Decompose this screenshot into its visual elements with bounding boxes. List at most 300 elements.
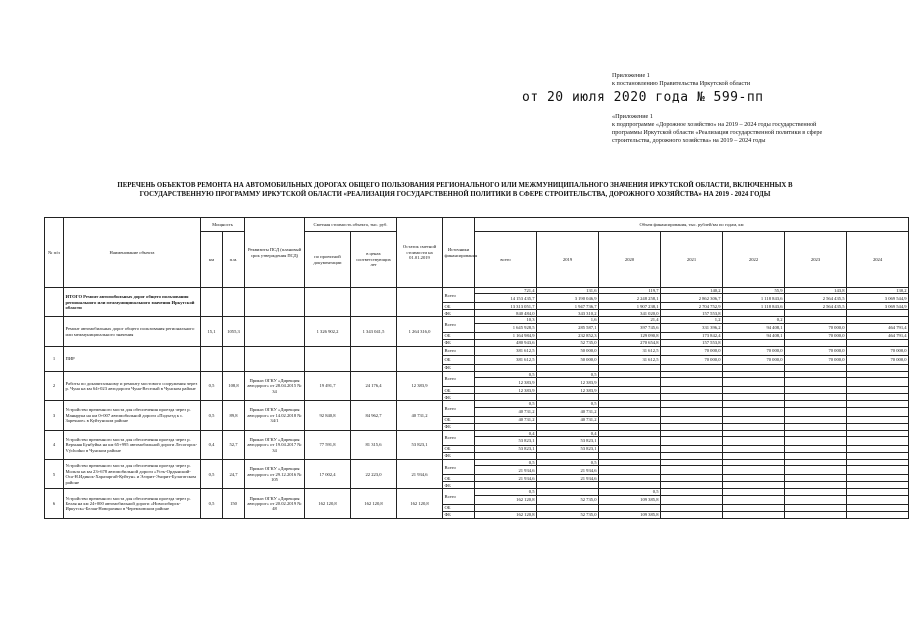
value-cell <box>599 416 661 423</box>
value-cell <box>475 482 537 489</box>
value-cell: 94 408,1 <box>723 332 785 339</box>
value-cell: 12 383,9 <box>537 387 599 394</box>
row-psd-cell: Приказ ОГКУ «Дирекция автодорог» от 20.02.2019 № 48 <box>245 489 305 518</box>
row-name-cell: Устройство временного моста для обеспечения проезда через р. Маннрука на км 0+007 автомобильной дороги «Подъезд к с. Заречное» в Куйтунском районе <box>64 401 201 430</box>
row-residual-cell: 162 120,8 <box>397 489 443 518</box>
source-label-cell: ФБ <box>443 482 475 489</box>
value-cell <box>537 504 599 511</box>
row-num-cell: 1 <box>45 346 64 371</box>
col-residual-header: Остаток сметной стоимости на 01.01.2019 <box>397 218 443 288</box>
value-cell: 3 069 544,9 <box>847 303 909 310</box>
value-cell <box>661 364 723 371</box>
value-cell <box>785 437 847 446</box>
value-cell <box>785 407 847 416</box>
value-cell <box>847 364 909 371</box>
value-cell: 70 000,0 <box>661 355 723 364</box>
col-capacity-header: Мощность <box>201 218 245 232</box>
col-2022-header: 2022 <box>723 232 785 288</box>
source-label-cell: ОБ <box>443 475 475 482</box>
value-cell: 464 791,4 <box>847 332 909 339</box>
row-name-cell: ПИР <box>64 346 201 371</box>
value-cell: 0,5 <box>475 401 537 407</box>
value-cell <box>599 364 661 371</box>
value-cell <box>537 482 599 489</box>
value-cell <box>661 437 723 446</box>
value-cell <box>723 466 785 475</box>
appendix-line-1: Приложение 1 <box>612 72 650 79</box>
source-label-cell: Всего <box>443 346 475 355</box>
value-cell: 52 735,0 <box>537 511 599 518</box>
value-cell: 2 564 435,5 <box>785 294 847 303</box>
value-cell: 2 248 258,1 <box>599 294 661 303</box>
value-cell <box>599 475 661 482</box>
row-residual-cell: 40 731,2 <box>397 401 443 430</box>
appendix2-line-3: программы Иркутской области «Реализация государственной политики в сфере <box>612 129 823 136</box>
row-name-cell: Устройство временного моста для обеспечения проезда через р. Верхняя Бунбуйка на км 65+995 автомобильной дороги Лесогорск-Východно в Чунском районе <box>64 430 201 459</box>
row-km-cell: 15,1 <box>201 317 223 346</box>
value-cell: 119,7 <box>599 288 661 294</box>
source-label-cell: Всего <box>443 489 475 504</box>
value-cell <box>723 407 785 416</box>
value-cell: 40 731,2 <box>537 416 599 423</box>
source-label-cell: ФБ <box>443 423 475 430</box>
appendix-line-2: к постановлению Правительства Иркутской области <box>612 80 751 87</box>
row-num-cell: 6 <box>45 489 64 518</box>
row-cost-design-cell: 92 840,8 <box>305 401 351 430</box>
row-km-cell: 0,5 <box>201 401 223 430</box>
col-2021-header: 2021 <box>661 232 723 288</box>
value-cell: 70 000,0 <box>723 355 785 364</box>
col-cost-header: Сметная стоимость объекта, тыс. руб. <box>305 218 397 232</box>
value-cell <box>785 446 847 453</box>
value-cell: 1 645 928,5 <box>475 323 537 332</box>
value-cell: 173 842,4 <box>661 332 723 339</box>
value-cell: 12 383,9 <box>475 378 537 387</box>
value-cell <box>723 310 785 317</box>
value-cell: 14 153 435,7 <box>475 294 537 303</box>
row-km-cell: 0,5 <box>201 460 223 489</box>
value-cell: 21 934,6 <box>537 475 599 482</box>
value-cell <box>847 394 909 401</box>
row-cost-design-cell: 77 591,8 <box>305 430 351 459</box>
value-cell <box>723 511 785 518</box>
source-label-cell: Всего <box>443 401 475 416</box>
value-cell <box>661 495 723 504</box>
value-cell: 1 118 843,6 <box>723 303 785 310</box>
document-title <box>40 181 870 199</box>
row-cost-design-cell <box>305 288 351 317</box>
col-2023-header: 2023 <box>785 232 847 288</box>
value-cell <box>785 453 847 460</box>
source-label-cell: Всего <box>443 371 475 386</box>
source-label-cell: Всего <box>443 430 475 445</box>
value-cell <box>723 504 785 511</box>
value-cell: 12 383,9 <box>475 387 537 394</box>
row-cost-design-cell: 19 491,7 <box>305 371 351 400</box>
value-cell <box>723 475 785 482</box>
value-cell <box>661 394 723 401</box>
value-cell: 12 383,9 <box>537 378 599 387</box>
row-num-cell: 3 <box>45 401 64 430</box>
source-label-cell: ОБ <box>443 387 475 394</box>
source-label-cell: Всего <box>443 288 475 303</box>
value-cell: 40 731,2 <box>475 407 537 416</box>
value-cell <box>723 364 785 371</box>
row-pm-cell: 150 <box>223 489 245 518</box>
value-cell: 70 000,0 <box>785 355 847 364</box>
value-cell: 0,5 <box>475 460 537 466</box>
row-km-cell: 0,5 <box>201 371 223 400</box>
row-cost-current-cell <box>351 346 397 371</box>
col-2024-header: 2024 <box>847 232 909 288</box>
value-cell: 3 069 544,9 <box>847 294 909 303</box>
source-label-cell: ФБ <box>443 511 475 518</box>
source-label-cell: ОБ <box>443 355 475 364</box>
row-psd-cell: Приказ ОГКУ «Дирекция автодорог» от 29.12.2016 № 105 <box>245 460 305 489</box>
value-cell: 53 823,1 <box>475 446 537 453</box>
row-psd-cell <box>245 317 305 346</box>
value-cell <box>785 387 847 394</box>
appendix2-line-2: к подпрограмме «Дорожное хозяйство» на 2019 – 2024 годы государственной <box>612 121 817 128</box>
value-cell <box>661 387 723 394</box>
value-cell <box>661 453 723 460</box>
value-cell: 2 862 306,7 <box>661 294 723 303</box>
value-cell: 143,8 <box>785 288 847 294</box>
value-cell: 13 313 051,7 <box>475 303 537 310</box>
value-cell <box>537 453 599 460</box>
value-cell <box>599 378 661 387</box>
col-name-header: Наименование объекта <box>64 218 201 288</box>
value-cell <box>785 466 847 475</box>
table-header-row-1 <box>45 218 909 232</box>
source-label-cell: ФБ <box>443 364 475 371</box>
value-cell <box>599 446 661 453</box>
value-cell <box>723 387 785 394</box>
value-cell: 53 823,1 <box>475 437 537 446</box>
value-cell <box>785 475 847 482</box>
value-cell: 285 587,1 <box>537 323 599 332</box>
row-name-cell: Устройство временного моста для обеспечения проезда через р. Белая на км 24+000 автомобильной дороги «Новосибирск-Иркутск»-Белая-Новоразино в Черемховском районе <box>64 489 201 518</box>
value-cell: 721,4 <box>475 288 537 294</box>
value-cell <box>723 339 785 346</box>
value-cell: 31 612,5 <box>599 355 661 364</box>
value-cell: 21 934,6 <box>475 466 537 475</box>
value-cell <box>847 387 909 394</box>
source-label-cell: ФБ <box>443 310 475 317</box>
appendix-header <box>612 72 750 88</box>
value-cell: 70 000,0 <box>847 355 909 364</box>
decree-stamp: от 20 июля 2020 года № 599-пп <box>522 90 764 105</box>
row-cost-design-cell: 17 002,4 <box>305 460 351 489</box>
value-cell <box>847 453 909 460</box>
row-cost-design-cell <box>305 346 351 371</box>
value-cell: 10,3 <box>475 317 537 323</box>
value-cell: 157 553,8 <box>661 310 723 317</box>
value-cell <box>785 423 847 430</box>
value-cell <box>661 504 723 511</box>
value-cell <box>847 482 909 489</box>
value-cell <box>785 495 847 504</box>
row-residual-cell: 12 383,9 <box>397 371 443 400</box>
row-residual-cell: 1 264 316,0 <box>397 317 443 346</box>
value-cell: 1,6 <box>537 317 599 323</box>
source-label-cell: ФБ <box>443 453 475 460</box>
value-cell: 109 385,8 <box>599 511 661 518</box>
row-name-cell: ИТОГО Ремонт автомобильных дорог общего пользования регионального или межмуниципального значения Иркутской области <box>64 288 201 317</box>
value-cell: 0,5 <box>537 401 599 407</box>
row-cost-current-cell <box>351 288 397 317</box>
row-km-cell: 0,4 <box>201 430 223 459</box>
value-cell: 381 612,5 <box>475 355 537 364</box>
source-label-cell: ОБ <box>443 303 475 310</box>
value-cell: 157 553,8 <box>661 339 723 346</box>
table-row <box>45 346 909 355</box>
objects-table <box>44 217 909 519</box>
value-cell: 52 735,0 <box>537 495 599 504</box>
value-cell: 232 852,3 <box>537 332 599 339</box>
value-cell <box>475 453 537 460</box>
value-cell <box>847 495 909 504</box>
source-label-cell: ОБ <box>443 416 475 423</box>
value-cell <box>599 387 661 394</box>
appendix2-line-1: «Приложение 1 <box>612 113 653 120</box>
value-cell <box>661 482 723 489</box>
value-cell: 50 000,0 <box>537 346 599 355</box>
value-cell: 3 190 046,9 <box>537 294 599 303</box>
value-cell <box>537 423 599 430</box>
value-cell: 343 310,2 <box>537 310 599 317</box>
value-cell <box>785 416 847 423</box>
row-psd-cell: Приказ ОГКУ «Дирекция автодорог» от 28.04.2015 № 34 <box>245 371 305 400</box>
col-cost-current-header: в ценах соответствующих лет <box>351 232 397 288</box>
value-cell: 341 020,0 <box>599 310 661 317</box>
row-pm-cell: 24,7 <box>223 460 245 489</box>
value-cell <box>661 466 723 475</box>
value-cell <box>599 482 661 489</box>
value-cell: 130,2 <box>847 288 909 294</box>
row-num-cell <box>45 317 64 346</box>
row-psd-cell <box>245 346 305 371</box>
row-pm-cell: 1055,3 <box>223 317 245 346</box>
row-psd-cell <box>245 288 305 317</box>
value-cell <box>723 446 785 453</box>
value-cell <box>785 339 847 346</box>
value-cell: 0,4 <box>537 430 599 436</box>
value-cell: 1,2 <box>661 317 723 323</box>
value-cell <box>661 511 723 518</box>
col-2020-header: 2020 <box>599 232 661 288</box>
source-label-cell: ФБ <box>443 339 475 346</box>
source-label-cell: ФБ <box>443 394 475 401</box>
value-cell <box>723 437 785 446</box>
value-cell: 331 396,2 <box>661 323 723 332</box>
value-cell: 131,6 <box>537 288 599 294</box>
row-num-cell: 2 <box>45 371 64 400</box>
value-cell <box>847 504 909 511</box>
value-cell <box>847 511 909 518</box>
value-cell <box>599 453 661 460</box>
value-cell <box>847 466 909 475</box>
row-cost-current-cell: 22 223,0 <box>351 460 397 489</box>
row-pm-cell <box>223 346 245 371</box>
value-cell: 70 000,0 <box>785 323 847 332</box>
value-cell <box>785 378 847 387</box>
col-2019-header: 2019 <box>537 232 599 288</box>
value-cell: 0,5 <box>537 371 599 377</box>
value-cell: 464 791,4 <box>847 323 909 332</box>
value-cell <box>723 423 785 430</box>
value-cell: 840 484,0 <box>475 310 537 317</box>
value-cell: 1 118 843,6 <box>723 294 785 303</box>
row-cost-design-cell: 162 120,8 <box>305 489 351 518</box>
row-num-cell: 5 <box>45 460 64 489</box>
value-cell <box>475 364 537 371</box>
row-name-cell: Работы по докапитальному и ремонту мостового сооружения через р. Чуна на км 64+023 автодороги Чуна-Веселый в Чунском районе <box>64 371 201 400</box>
col-financing-header: Объем финансирования, тыс. рублей/км по годам, км <box>475 218 909 232</box>
row-psd-cell: Приказ ОГКУ «Дирекция автодорог» от 19.04.2017 № 34 <box>245 430 305 459</box>
value-cell: 53 823,1 <box>537 437 599 446</box>
value-cell <box>599 394 661 401</box>
value-cell <box>599 437 661 446</box>
value-cell: 0,5 <box>537 460 599 466</box>
value-cell <box>723 482 785 489</box>
row-psd-cell: Приказ ОГКУ «Дирекция автодорог» от 14.02.2018 № 34/1 <box>245 401 305 430</box>
value-cell <box>785 511 847 518</box>
value-cell: 397 745,6 <box>599 323 661 332</box>
title-line-1: ПЕРЕЧЕНЬ ОБЪЕКТОВ РЕМОНТА НА АВТОМОБИЛЬНЫХ ДОРОГАХ ОБЩЕГО ПОЛЬЗОВАНИЯ РЕГИОНАЛЬНОГО ИЛИ МЕЖМУНИЦИПАЛЬНОГО ЗНАЧЕНИЯ ИРКУТСКОЙ ОБЛАСТИ, ВКЛЮЧЕННЫХ В <box>117 182 793 189</box>
value-cell: 21 934,6 <box>537 466 599 475</box>
value-cell: 0,2 <box>723 317 785 323</box>
value-cell: 140,2 <box>661 288 723 294</box>
value-cell <box>475 394 537 401</box>
row-pm-cell: 52,7 <box>223 430 245 459</box>
value-cell: 50 000,0 <box>537 355 599 364</box>
row-cost-current-cell: 162 120,8 <box>351 489 397 518</box>
value-cell: 0,5 <box>599 489 661 495</box>
value-cell: 381 612,5 <box>475 346 537 355</box>
source-label-cell: Всего <box>443 460 475 475</box>
value-cell <box>785 504 847 511</box>
value-cell <box>661 378 723 387</box>
value-cell <box>785 482 847 489</box>
col-total-header: всего <box>475 232 537 288</box>
value-cell <box>537 394 599 401</box>
row-pm-cell: 89,8 <box>223 401 245 430</box>
value-cell <box>723 416 785 423</box>
appendix2-line-4: строительства, дорожного хозяйства» на 2019 – 2024 годы <box>612 137 766 144</box>
row-km-cell <box>201 346 223 371</box>
value-cell <box>661 416 723 423</box>
source-label-cell: ОБ <box>443 446 475 453</box>
row-name-cell: Ремонт автомобильных дорог общего пользования регионального или межмуниципального значения <box>64 317 201 346</box>
value-cell <box>599 504 661 511</box>
row-cost-current-cell: 24 176,4 <box>351 371 397 400</box>
value-cell: 0,5 <box>475 371 537 377</box>
value-cell: 109 385,8 <box>599 495 661 504</box>
row-cost-current-cell: 81 315,6 <box>351 430 397 459</box>
row-residual-cell <box>397 288 443 317</box>
row-pm-cell: 108,8 <box>223 371 245 400</box>
value-cell: 0,5 <box>475 489 537 495</box>
value-cell <box>847 423 909 430</box>
value-cell <box>847 310 909 317</box>
value-cell: 2 704 752,9 <box>661 303 723 310</box>
col-cost-design-header: по проектной документации <box>305 232 351 288</box>
row-num-cell: 4 <box>45 430 64 459</box>
appendix2-header <box>612 113 822 145</box>
row-residual-cell: 53 823,1 <box>397 430 443 459</box>
row-cost-design-cell: 1 326 902,2 <box>305 317 351 346</box>
value-cell <box>723 394 785 401</box>
value-cell: 2 564 435,5 <box>785 303 847 310</box>
value-cell: 70 000,0 <box>785 332 847 339</box>
value-cell <box>475 423 537 430</box>
value-cell: 480 943,6 <box>475 339 537 346</box>
value-cell: 70 000,0 <box>723 346 785 355</box>
value-cell <box>599 423 661 430</box>
col-km-header: км <box>201 232 223 288</box>
row-num-cell <box>45 288 64 317</box>
value-cell <box>661 407 723 416</box>
row-km-cell: 0,5 <box>201 489 223 518</box>
value-cell: 1 164 984,9 <box>475 332 537 339</box>
value-cell: 40 731,2 <box>537 407 599 416</box>
value-cell <box>847 378 909 387</box>
col-psd-header: Реквизиты ПСД (плановый срок утверждения ПСД) <box>245 218 305 288</box>
col-source-header: Источники финансирования <box>443 218 475 288</box>
row-name-cell: Устройство временного моста для обеспечения проезда через р. Мольза на км 23+678 автомобильной дороги «Усть-Ордынский-Оса-Н.Идинск-Харазаргай-Куйтун» и Элэрит-Эхирит-Булагатском районе <box>64 460 201 489</box>
value-cell: 162 120,8 <box>475 511 537 518</box>
value-cell <box>599 466 661 475</box>
value-cell <box>723 495 785 504</box>
row-residual-cell: 21 934,6 <box>397 460 443 489</box>
value-cell: 55,9 <box>723 288 785 294</box>
value-cell <box>785 364 847 371</box>
value-cell <box>723 378 785 387</box>
value-cell <box>723 453 785 460</box>
value-cell: 31 612,5 <box>599 346 661 355</box>
value-cell: 162 120,8 <box>475 495 537 504</box>
value-cell <box>847 339 909 346</box>
value-cell <box>847 437 909 446</box>
row-cost-current-cell: 84 962,7 <box>351 401 397 430</box>
value-cell <box>599 407 661 416</box>
value-cell: 70 000,0 <box>785 346 847 355</box>
value-cell <box>847 416 909 423</box>
value-cell <box>537 364 599 371</box>
source-label-cell: Всего <box>443 317 475 332</box>
col-pm-header: п.м. <box>223 232 245 288</box>
value-cell: 70 000,0 <box>847 346 909 355</box>
row-cost-current-cell: 1 343 041,5 <box>351 317 397 346</box>
title-line-2: ГОСУДАРСТВЕННУЮ ПРОГРАММУ ИРКУТСКОЙ ОБЛАСТИ «РЕАЛИЗАЦИЯ ГОСУДАРСТВЕННОЙ ПОЛИТИКИ В СФЕРЕ СТРОИТЕЛЬСТВА, ДОРОЖНОГО ХОЗЯЙСТВА» НА 2019 - 2024 ГОДЫ <box>139 191 771 198</box>
col-num-header: № п/п <box>45 218 64 288</box>
row-km-cell <box>201 288 223 317</box>
value-cell <box>661 475 723 482</box>
value-cell: 21,4 <box>599 317 661 323</box>
value-cell <box>847 446 909 453</box>
row-pm-cell <box>223 288 245 317</box>
value-cell <box>785 310 847 317</box>
value-cell: 270 654,8 <box>599 339 661 346</box>
source-label-cell: ОБ <box>443 332 475 339</box>
value-cell <box>661 423 723 430</box>
value-cell <box>847 475 909 482</box>
value-cell <box>785 394 847 401</box>
value-cell <box>847 407 909 416</box>
value-cell: 94 408,1 <box>723 323 785 332</box>
value-cell: 1 947 736,7 <box>537 303 599 310</box>
